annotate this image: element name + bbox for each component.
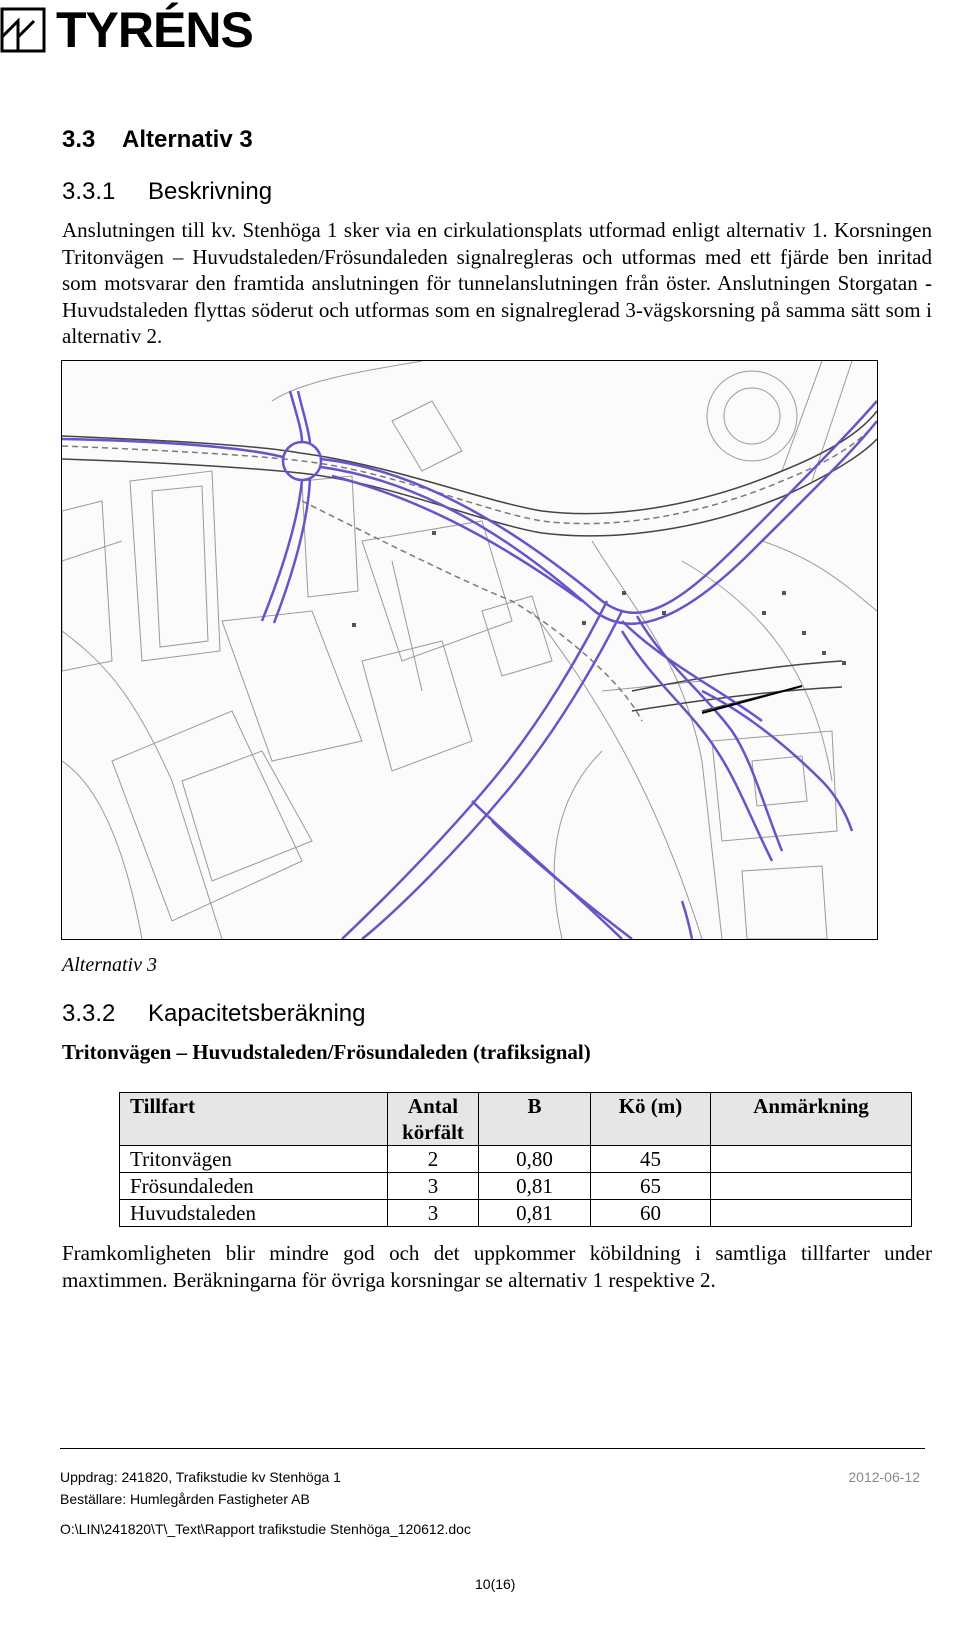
footer-divider — [60, 1448, 925, 1449]
table-cell: Tritonvägen — [120, 1146, 388, 1173]
description-paragraph: Anslutningen till kv. Stenhöga 1 sker via en cirkulationsplats utformad enligt alternativ 1. Korsningen Tritonvägen – Huvudstaleden/Frösundaleden signalregleras och utformas med ett fjärde ben inritad som motsvarar den framtida anslutningen för tunnelanslutningen från öster. Anslutningen Storgatan - Huvudstaleden flyttas söderut och utformas som en signalreglerad 3-vägskorsning på samma sätt som i alternativ 2. — [62, 218, 932, 348]
conclusion-paragraph: Framkomligheten blir mindre god och det uppkommer köbildning i samtliga tillfarter under maxtimmen. Beräkningarna för övriga korsningar se alternativ 1 respektive 2. — [62, 1241, 932, 1292]
table-title: Tritonvägen – Huvudstaleden/Frösundaleden (trafiksignal) — [62, 1040, 591, 1064]
table-cell: 2 — [388, 1146, 479, 1173]
section-number: 3.3 — [62, 126, 96, 153]
subsection-title: Beskrivning — [148, 178, 273, 205]
footer-client: Beställare: Humlegården Fastigheter AB — [60, 1491, 310, 1507]
table-row — [120, 1173, 912, 1200]
tyrens-logo-icon — [0, 7, 46, 53]
road-plan-figure — [61, 360, 878, 940]
footer-assignment: Uppdrag: 241820, Trafikstudie kv Stenhöga 1 — [60, 1469, 341, 1485]
subsection-title: Kapacitetsberäkning — [148, 1000, 366, 1027]
table-cell: 0,80 — [479, 1146, 591, 1173]
logo-text: TYRÉNS — [56, 2, 253, 58]
table-cell — [711, 1200, 912, 1227]
subsection-heading-description — [62, 178, 272, 206]
column-header: Tillfart — [120, 1093, 388, 1146]
table-row — [120, 1200, 912, 1227]
table-cell: Huvudstaleden — [120, 1200, 388, 1227]
road-plan-drawing — [62, 361, 877, 939]
table-cell: 0,81 — [479, 1173, 591, 1200]
table-cell: 3 — [388, 1200, 479, 1227]
column-header: Kö (m) — [591, 1093, 711, 1146]
subsection-number: 3.3.1 — [62, 178, 116, 205]
capacity-table — [119, 1092, 912, 1227]
subsection-heading-capacity — [62, 1000, 365, 1028]
table-cell — [711, 1146, 912, 1173]
section-heading — [62, 126, 253, 154]
footer-date: 2012-06-12 — [848, 1469, 920, 1485]
subsection-number: 3.3.2 — [62, 1000, 116, 1027]
table-cell: 3 — [388, 1173, 479, 1200]
table-cell: Frösundaleden — [120, 1173, 388, 1200]
column-header: Antal körfält — [388, 1093, 479, 1146]
table-cell — [711, 1173, 912, 1200]
table-header-row — [120, 1093, 912, 1146]
table-cell: 45 — [591, 1146, 711, 1173]
table-row — [120, 1146, 912, 1173]
footer-file-path: O:\LIN\241820\T\_Text\Rapport trafikstudie Stenhöga_120612.doc — [60, 1521, 471, 1537]
table-cell: 60 — [591, 1200, 711, 1227]
figure-caption: Alternativ 3 — [62, 954, 157, 976]
table-cell: 0,81 — [479, 1200, 591, 1227]
column-header: Anmärkning — [711, 1093, 912, 1146]
company-logo — [0, 2, 253, 58]
column-header: B — [479, 1093, 591, 1146]
section-title: Alternativ 3 — [122, 126, 253, 153]
table-cell: 65 — [591, 1173, 711, 1200]
page-number: 10(16) — [475, 1576, 516, 1592]
